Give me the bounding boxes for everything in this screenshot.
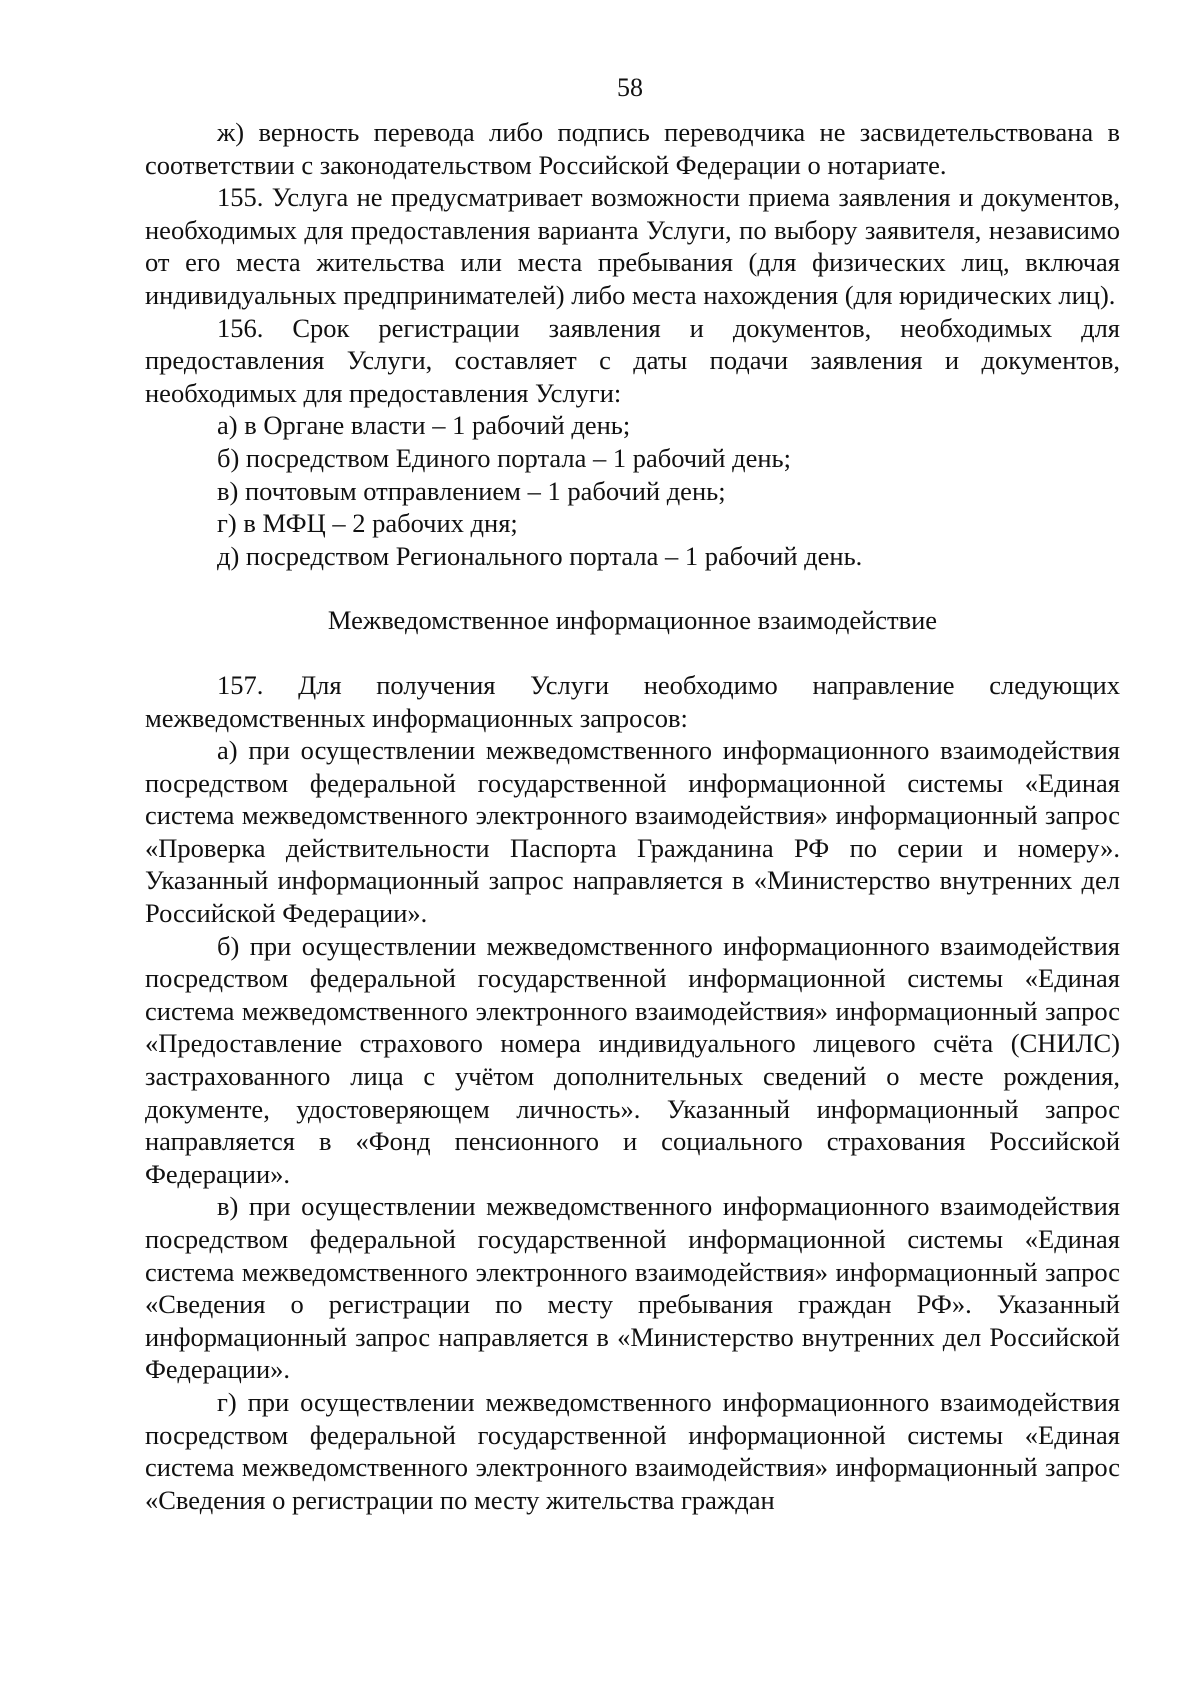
list-item-a: а) в Органе власти – 1 рабочий день; — [217, 410, 631, 441]
list-item-d: д) посредством Регионального портала – 1 рабочий день. — [217, 540, 863, 571]
paragraph-157-b: б) при осуществлении межведомственного информационного взаимодействия посредством федеральной государственной информационной системы «Единая система межведомственного электронного взаимодействия» информационный запрос «Предоставление страхового номера индивидуального лицевого счёта (СНИЛС) застрахованного лица с учётом дополнительных сведений о месте рождения, документе, удостоверяющем личность». Указанный информационный запрос направляется в «Фонд пенсионного и социального страхования Российской Федерации». — [145, 930, 1120, 1189]
list-item-v: в) почтовым отправлением – 1 рабочий день; — [217, 475, 726, 506]
paragraph-157-g: г) при осуществлении межведомственного информационного взаимодействия посредством федеральной государственной информационной системы «Единая система межведомственного электронного взаимодействия» информационный запрос «Сведения о регистрации по месту жительства граждан — [145, 1386, 1120, 1515]
list-item-b: б) посредством Единого портала – 1 рабочий день; — [217, 442, 791, 473]
paragraph-item-zh: ж) верность перевода либо подпись переводчика не засвидетельствована в соответствии с законодательством Российской Федерации о нотариате. — [145, 117, 1120, 180]
paragraph-155: 155. Услуга не предусматривает возможности приема заявления и документов, необходимых для предоставления варианта Услуги, по выбору заявителя, независимо от его места жительства или места пребывания (для физических лиц, включая индивидуальных предпринимателей) либо места нахождения (для юридических лиц). — [145, 182, 1120, 310]
list-item-g: г) в МФЦ – 2 рабочих дня; — [217, 508, 518, 539]
paragraph-157: 157. Для получения Услуги необходимо направление следующих межведомственных информационных запросов: — [145, 669, 1120, 733]
page-number: 58 — [617, 73, 643, 102]
paragraph-157-a: а) при осуществлении межведомственного информационного взаимодействия посредством федеральной государственной информационной системы «Единая система межведомственного электронного взаимодействия» информационный запрос «Проверка действительности Паспорта Гражданина РФ по серии и номеру». Указанный информационный запрос направляется в «Министерство внутренних дел Российской Федерации». — [145, 735, 1120, 929]
document-body — [145, 116, 1120, 1516]
paragraph-157-v: в) при осуществлении межведомственного информационного взаимодействия посредством федеральной государственной информационной системы «Единая система межведомственного электронного взаимодействия» информационный запрос «Сведения о регистрации по месту пребывания граждан РФ». Указанный информационный запрос направляется в «Министерство внутренних дел Российской Федерации». — [145, 1191, 1120, 1385]
section-heading: Межведомственное информационное взаимодействие — [327, 605, 938, 636]
paragraph-156: 156. Срок регистрации заявления и документов, необходимых для предоставления Услуги, составляет с даты подачи заявления и документов, необходимых для предоставления Услуги: — [145, 312, 1120, 408]
